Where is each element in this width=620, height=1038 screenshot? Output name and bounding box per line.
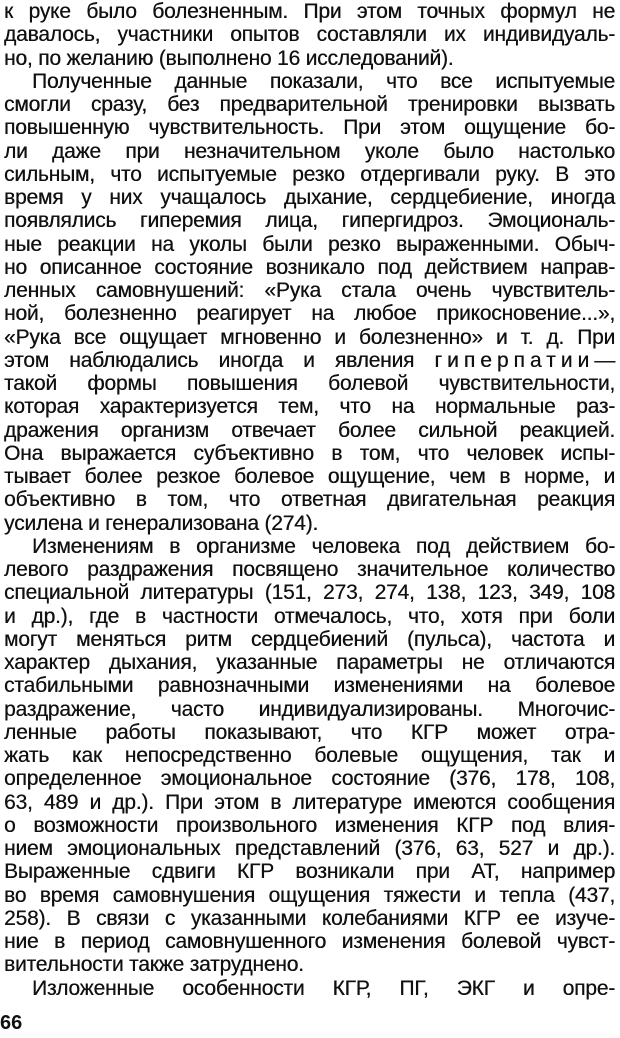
text-line: 63, 489 и др.). При этом в литературе имеются сообщения	[4, 790, 615, 814]
text-line: ли даже при незначительном уколе было настолько	[4, 139, 615, 163]
text-line: такой формы повышения болевой чувствительности,	[4, 372, 615, 395]
text-line: время у них учащалось дыхание, сердцебиение, иногда	[4, 186, 615, 209]
text-line: давалось, участники опытов составляли их индивидуаль-	[4, 23, 615, 47]
text-line: которая характеризуется тем, что на нормальные раз-	[4, 395, 615, 419]
text-line: дражения организм отвечает более сильной реакцией.	[4, 418, 615, 442]
text-line: стабильными равнозначными изменениями на болевое	[4, 674, 615, 698]
text-line: характер дыхания, указанные параметры не отличаются	[4, 651, 615, 674]
text-line: ные реакции на уколы были резко выраженными. Обыч-	[4, 232, 615, 256]
text-line: специальной литературы (151, 273, 274, 138, 123, 349, 108	[4, 581, 615, 605]
text-line: ленные работы показывают, что КГР может отра-	[4, 720, 615, 744]
text-line: «Рука все ощущает мгновенно и болезненно» и т. д. При	[4, 325, 615, 349]
text-line: нием эмоциональных представлений (376, 63, 527 и др.).	[4, 837, 615, 860]
spaced-term: гиперпатии	[434, 348, 595, 372]
text-line: Полученные данные показали, что все испытуемые	[32, 69, 615, 93]
text-line: Она выражается субъективно в том, что человек испы-	[4, 441, 615, 465]
page-text	[4, 0, 615, 1000]
text-line: определенное эмоциональное состояние (376, 178, 108,	[4, 767, 615, 791]
text-line: Выраженные сдвиги КГР возникали при АТ, например	[4, 860, 615, 884]
text-line: и др.), где в частности отмечалось, что, хотя при боли	[4, 604, 615, 628]
text-line: раздражение, часто индивидуализированы. Многочис-	[4, 697, 615, 721]
text-line: повышенную чувствительность. При этом ощущение бо-	[4, 116, 615, 140]
text-line: смогли сразу, без предварительной тренировки вызвать	[4, 93, 615, 116]
text-line: тывает более резкое болевое ощущение, чем в норме, и	[4, 465, 615, 488]
text-line: левого раздражения посвящено значительное количество	[4, 558, 615, 581]
text-line: ленных самовнушений: «Рука стала очень чувствитель-	[4, 279, 615, 302]
text-line	[4, 349, 615, 372]
em-dash: —	[594, 348, 615, 372]
text-line: появлялись гиперемия лица, гипергидроз. Эмоциональ-	[4, 209, 615, 233]
text-fragment: этом наблюдались иногда и явления	[4, 348, 415, 372]
text-line: Изменениям в организме человека под действием бо-	[32, 534, 615, 558]
text-line: к руке было болезненным. При этом точных формул не	[4, 0, 615, 23]
text-line: жать как непосредственно болевые ощущения, так и	[4, 744, 615, 767]
text-line: могут меняться ритм сердцебиений (пульса), частота и	[4, 627, 615, 651]
text-line: ние в период самовнушенного изменения болевой чувст-	[4, 930, 615, 953]
text-line: но описанное состояние возникало под действием направ-	[4, 255, 615, 279]
text-line: Изложенные особенности КГР, ПГ, ЭКГ и опре-	[32, 976, 615, 1000]
text-line: ной, болезненно реагирует на любое прикосновение...»,	[4, 302, 615, 326]
text-line: 258). В связи с указанными колебаниями КГР ее изуче-	[4, 906, 615, 930]
text-line: о возможности произвольного изменения КГР под влия-	[4, 813, 615, 837]
text-line: вительности также затруднено.	[4, 953, 304, 977]
text-line: усилена и генерализована (274).	[4, 511, 319, 535]
page-number: 66	[0, 1012, 23, 1034]
text-line: во время самовнушения ощущения тяжести и тепла (437,	[4, 883, 615, 907]
text-line: но, по желанию (выполнено 16 исследований).	[4, 46, 454, 70]
text-line: объективно в том, что ответная двигательная реакция	[4, 488, 615, 512]
text-line: сильным, что испытуемые резко отдергивали руку. В это	[4, 162, 615, 186]
